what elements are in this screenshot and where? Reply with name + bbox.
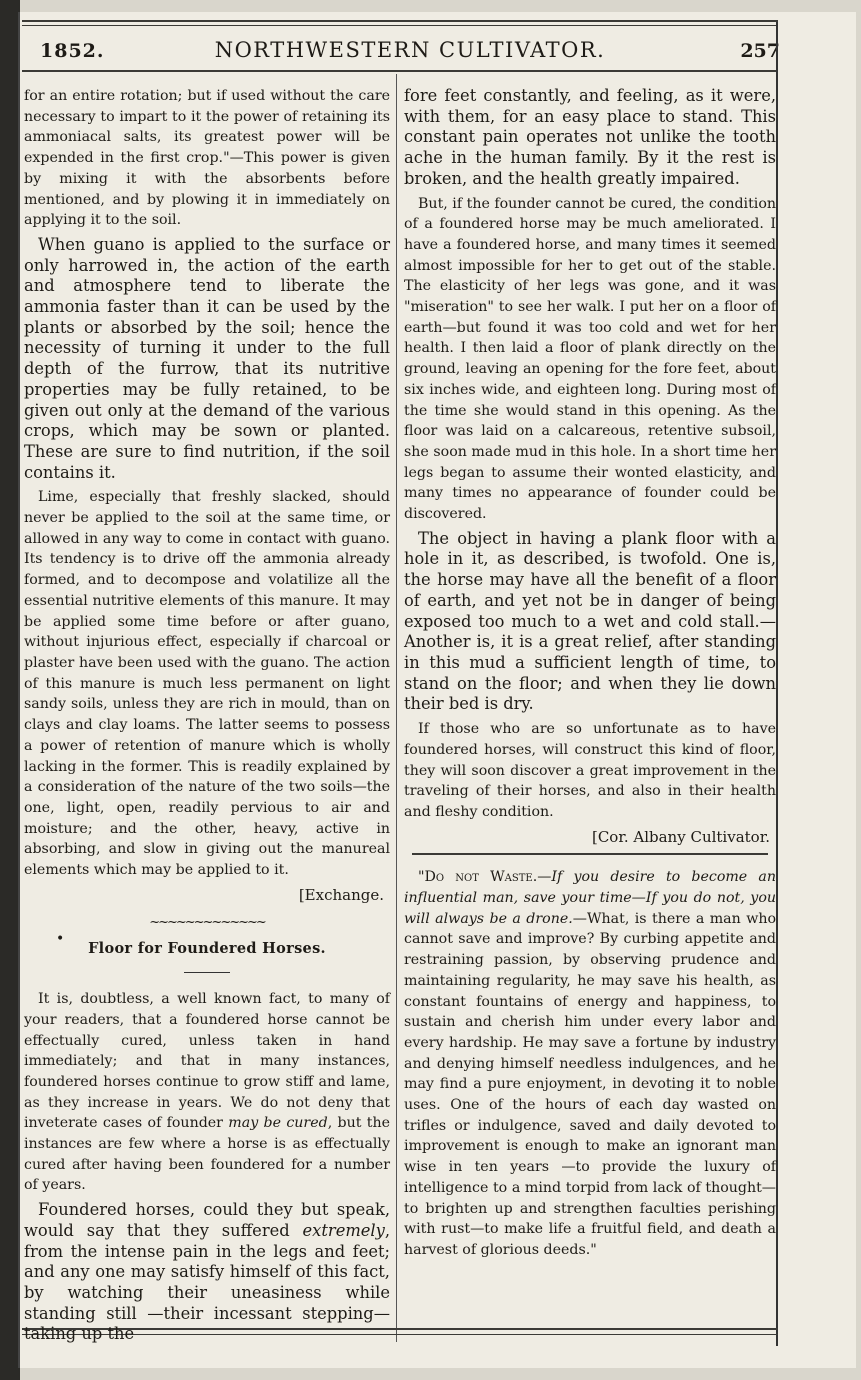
- quote-mark: ": [418, 869, 425, 886]
- right-paragraph-1: fore feet constantly, and feeling, as it were, with them, for an easy place to stand. This constant pain operates not unlike the tooth ache in the human family. By it the rest is broken, and the health greatly impaired.: [404, 86, 776, 188]
- do-not-waste-paragraph: [404, 867, 776, 1260]
- header-year: 1852.: [40, 40, 105, 62]
- top-rule-inner: [22, 25, 778, 26]
- left-paragraph-3: Lime, especially that freshly slacked, should never be applied to the soil at the same time, or allowed in any way to come in contact with guano. Its tendency is to drive off the ammonia already formed, and to decompose and volatilize all the essential nutritive elements of this manure. It may be applied some time before or after guano, without injurious effect, especially if charcoal or plaster have been used with the guano. The action of this manure is much less permanent on light sandy soils, unless they are rich in mould, than on clays and clay loams. The latter seems to possess a power of retention of manure which is wholly lacking in the former. This is readily explained by a consideration of the nature of the two soils—the one, light, open, readily pervious to air and moisture; and the other, heavy, active in absorbing, and slow in giving out the manureal elements which may be applied to it.: [24, 489, 390, 879]
- italic-span: may be cured: [228, 1115, 328, 1132]
- left-paragraph-2: When guano is applied to the surface or only harrowed in, the action of the earth and atmosphere tend to liberate the ammonia faster than it can be used by the plants or absorbed by the soil; hence the necessity of turning it under to the full depth of the furrow, that its nutritive properties may be fully retained, to be given out only at the demand of the various crops, which may be sown or planted. These are sure to find nutrition, if the soil contains it.: [24, 234, 390, 482]
- dash: —: [537, 869, 552, 886]
- right-border: [776, 22, 778, 1346]
- right-paragraph-2: But, if the founder cannot be cured, the condition of a foundered horse may be much ameliorated. I have a foundered horse, and many times it seemed almost impossible for her to get out of the stable. The elasticity of her legs was gone, and it was "miseration" to see her walk. I put her on a floor of earth—but found it was too cold and wet for her health. I then laid a floor of plank directly on the ground, leaving an opening for the fore feet, about six inches wide, and eighteen long. During most of the time she would stand in this opening. As the floor was laid on a calcareous, retentive subsoil, she soon made mud in this hole. In a short time her legs began to assume their wonted elasticity, and many times no appearance of founder could be discovered.: [404, 195, 776, 523]
- quote-title: Do not Waste.: [424, 869, 538, 886]
- header-title: NORTHWESTERN CULTIVATOR.: [214, 38, 606, 62]
- text-span: Foundered horses, could they but speak, would say that they suffered: [24, 1200, 390, 1240]
- albany-signature: [Cor. Albany Cultivator.: [591, 827, 770, 846]
- page-header: [40, 34, 780, 68]
- exchange-signature: [Exchange.: [298, 885, 384, 904]
- italic-span: extremely: [302, 1220, 385, 1240]
- book-binding: [0, 0, 20, 1380]
- bullet-mark: •: [56, 931, 65, 947]
- section-rule: [412, 853, 768, 855]
- newspaper-page: [18, 12, 856, 1368]
- header-rule: [22, 70, 778, 72]
- text-span: —What, is there a man who cannot save and improve? By curbing appetite and restraining passion, by observing prudence and maintaining regularity, he may save his health, as constant fountains of energy and happiness, to sustain and cherish him under every labor and every hardship. He may save a fortune by industry and denying himself needless indulgences, and he may find a pure enjoyment, in devoting it to noble uses. One of the hours of each day wasted on trifles or indulgence, saved and daily devoted to improvement is enough to make an ignorant man wise in ten years —to provide the luxury of intelligence to a mind torpid from lack of thought—to brighten up and strengthen faculties perishing with rust—to make life a fruitful field, and death a harvest of glorious deeds.": [404, 910, 777, 1258]
- column-divider: [396, 74, 397, 1342]
- left-column: [24, 86, 390, 1349]
- text-span: It is, doubtless, a well known fact, to many of your readers, that a foundered horse cannot be effectually cured, unless taken in hand immediately; and that in many instances, foundered horses continue to grow stiff and lame, as they increase in years. We do not deny that inveterate cases of founder: [24, 991, 390, 1132]
- short-rule: [184, 972, 230, 973]
- left-paragraph-4: [24, 989, 390, 1196]
- article-title: Floor for Foundered Horses.: [88, 940, 326, 958]
- left-paragraph-1: for an entire rotation; but if used without the care necessary to impart to it the power of retaining its ammoniacal salts, its greatest power will be expended in the first crop."—This power is given by mixing it with the absorbents before mentioned, and by plowing it in immediately on applying it to the soil.: [24, 88, 390, 229]
- text-span: , but the instances are few where a horse is as effectually cured after having been foundered for a number of years.: [24, 1115, 390, 1194]
- top-double-rule: [22, 20, 778, 22]
- italic-span: If you desire to become an influential man, save your time—If you do not, you will always be a drone.: [404, 869, 776, 927]
- left-paragraph-5: [24, 1200, 390, 1345]
- text-span: , from the intense pain in the legs and feet; and any one may satisfy himself of this fact, by watching their uneasiness while standing still —their incessant stepping—taking up the: [24, 1220, 390, 1344]
- right-column: [404, 86, 776, 1265]
- ornament-rule: ~~~~~~~~~~~~~: [149, 915, 265, 931]
- header-page-number: 257: [740, 40, 780, 62]
- right-paragraph-3: The object in having a plank floor with a hole in it, as described, is twofold. One is, the horse may have all the benefit of a floor of earth, and yet not be in danger of being exposed too much to a wet and cold stall.—Another is, it is a great relief, after standing in this mud a sufficient length of time, to stand on the floor; and when they lie down their bed is dry.: [404, 528, 776, 714]
- right-paragraph-4: If those who are so unfortunate as to have foundered horses, will construct this kind of floor, they will soon discover a great improvement in the traveling of their horses, and also in their health and fleshy condition.: [404, 721, 776, 820]
